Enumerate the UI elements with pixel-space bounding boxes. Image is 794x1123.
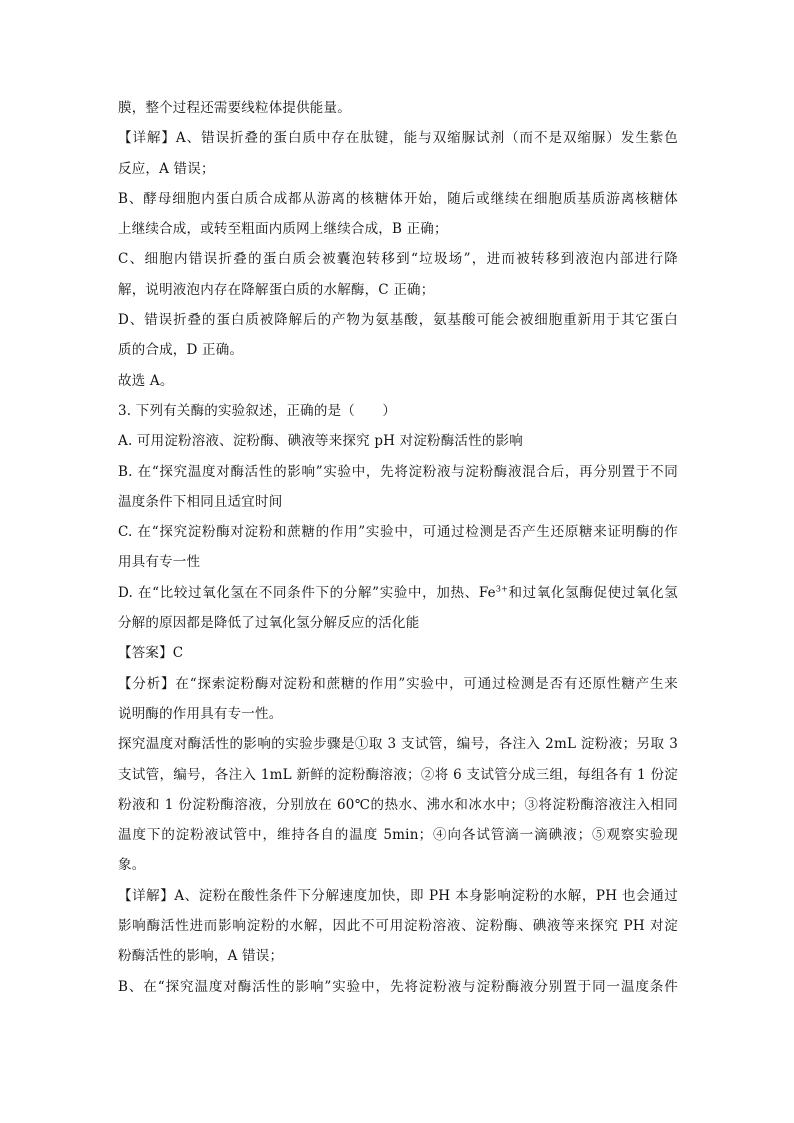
text-line: B、在“探究温度对酶活性的影响”实验中，先将淀粉液与淀粉酶液分别置于同一温度条件 [118,978,678,995]
option-d-cont: 分解的原因都是降低了过氧化氢分解反应的活化能 [118,615,420,632]
text-line: 粉液和 1 份淀粉酶溶液，分别放在 60℃的热水、沸水和冰水中；③将淀粉酶溶液注入相同 [118,796,678,813]
text-line: 粉酶活性的影响，A 错误； [118,948,284,965]
fe-charge: 3+ [495,584,509,594]
detail-line: 【详解】A、淀粉在酸性条件下分解速度加快，即 PH 本身影响淀粉的水解，PH 也会通过 [118,887,678,904]
text-line: 故选 A。 [118,372,174,389]
text-line: 膜，整个过程还需要线粒体提供能量。 [118,100,351,116]
text-line: 影响酶活性进而影响淀粉的水解，因此不可用淀粉溶液、淀粉酶、碘液等来探究 PH 对淀 [118,918,678,935]
text-line: 反应，A 错误； [118,160,215,177]
text-line: B、酵母细胞内蛋白质合成都从游离的核糖体开始，随后或继续在细胞质基质游离核糖体 [118,190,678,207]
option-a: A. 可用淀粉溶液、淀粉酶、碘液等来探究 pH 对淀粉酶活性的影响 [118,433,523,450]
text-line: 支试管，编号，各注入 1mL 新鲜的淀粉酶溶液；②将 6 支试管分成三组，每组各有 1 份淀 [118,766,678,783]
text-line: 说明酶的作用具有专一性。 [118,705,283,722]
question-stem: 3. 下列有关酶的实验叙述，正确的是（ ） [118,402,397,419]
text-line: 【详解】A、错误折叠的蛋白质中存在肽键，能与双缩脲试剂（而不是双缩脲）发生紫色 [118,130,678,147]
text-line: 上继续合成，或转至粗面内质网上继续合成，B 正确； [118,221,448,238]
option-c: C. 在“探究淀粉酶对淀粉和蔗糖的作用”实验中，可通过检测是否产生还原糖来证明酶的作 [118,524,678,541]
option-b-cont: 温度条件下相同且适宜时间 [118,493,283,510]
text-line: D、错误折叠的蛋白质被降解后的产物为氨基酸，氨基酸可能会被细胞重新用于其它蛋白 [118,312,678,329]
option-d-text: D. 在“比较过氧化氢在不同条件下的分解”实验中，加热、Fe [118,584,496,601]
option-d [118,583,678,613]
text-line: C、细胞内错误折叠的蛋白质会被囊泡转移到“垃圾场”，进而被转移到液泡内部进行降 [118,251,678,268]
text-line: 探究温度对酶活性的影响的实验步骤是①取 3 支试管，编号，各注入 2mL 淀粉液；另取 3 [118,736,678,753]
option-d-tail: 和过氧化氢酶促使过氧化氢 [508,584,678,601]
text-line: 解，说明液泡内存在降解蛋白质的水解酶，C 正确； [118,281,435,298]
answer-line: 【答案】C [118,645,184,662]
option-b: B. 在“探究温度对酶活性的影响”实验中，先将淀粉液与淀粉酶液混合后，再分别置于不同 [118,463,678,480]
analysis-line: 【分析】在“探索淀粉酶对淀粉和蔗糖的作用”实验中，可通过检测是否有还原性糖产生来 [118,675,678,692]
text-line: 温度下的淀粉液试管中，维持各自的温度 5min；④向各试管滴一滴碘液；⑤观察实验现 [118,827,678,844]
option-c-cont: 用具有专一性 [118,554,201,571]
text-line: 象。 [118,857,146,874]
text-line: 质的合成，D 正确。 [118,342,244,359]
document-page [118,98,678,1007]
